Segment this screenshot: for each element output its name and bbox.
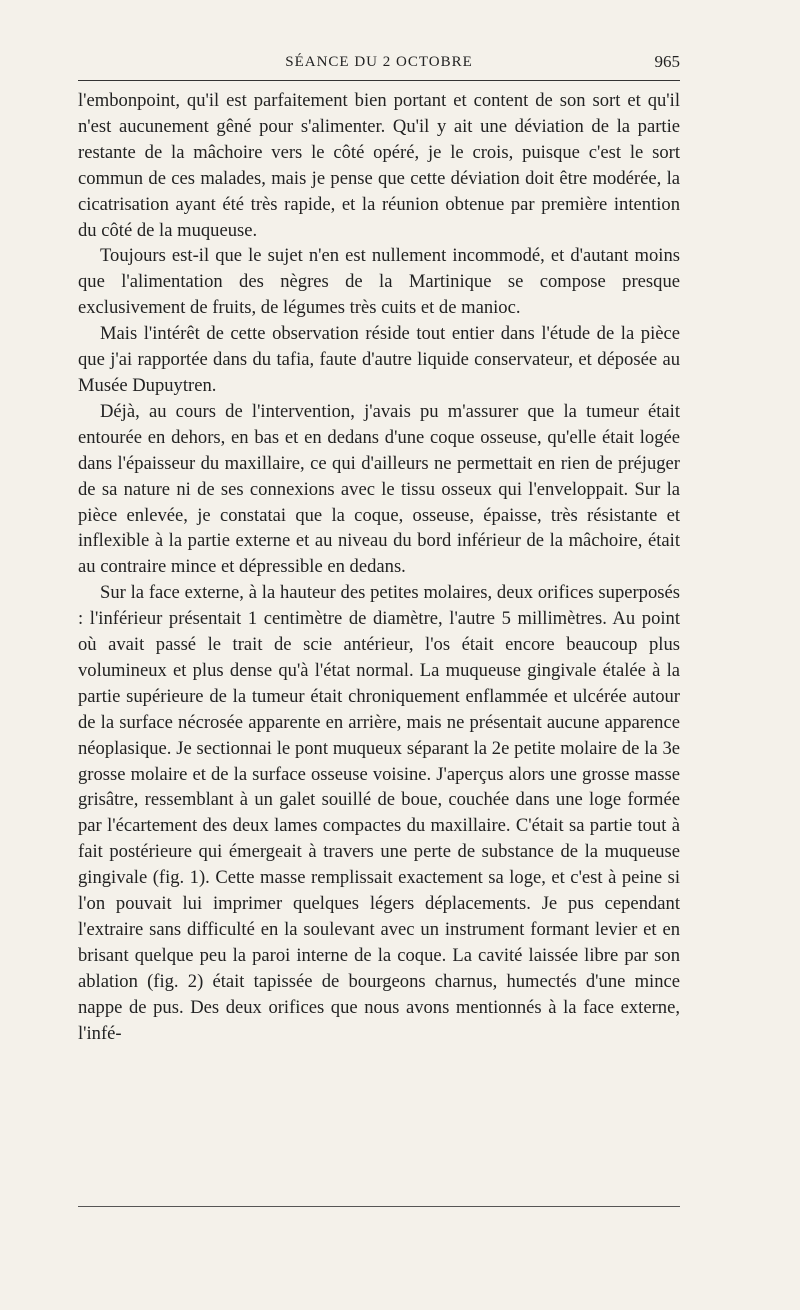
header-rule xyxy=(78,80,680,81)
paragraph-4: Déjà, au cours de l'intervention, j'avais pu m'assurer que la tumeur était entourée en dehors, en bas et en dedans d'une coque osseuse, qu'elle était logée dans l'épaisseur du maxillaire, ce qui d'ailleurs ne permettait en rien de préjuger de sa nature ni de ses connexions avec le tissu osseux qui l'enveloppait. Sur la pièce enlevée, je constatai que la coque, osseuse, épaisse, très résistante et inflexible à la partie externe et au niveau du bord inférieur de la mâchoire, était au contraire mince et dépressible en dedans. xyxy=(78,400,680,578)
paragraph-1: l'embonpoint, qu'il est parfaitement bien portant et content de son sort et qu'il n'est aucunement gêné pour s'alimenter. Qu'il y ait une déviation de la partie restante de la mâchoire vers le côté opéré, je le crois, puisque c'est le sort commun de ces malades, mais je pense que cette déviation doit être modérée, la cicatrisation ayant été très rapide, et la réunion obtenue par première intention du côté de la muqueuse. xyxy=(78,90,680,241)
running-title: SÉANCE DU 2 OCTOBRE xyxy=(285,54,473,70)
paragraph-2: Toujours est-il que le sujet n'en est nullement incommodé, et d'autant moins que l'alimentation des nègres de la Martinique se compose presque exclusivement de fruits, de légumes très cuits et de manioc. xyxy=(78,245,680,319)
running-head xyxy=(78,50,680,76)
page-number: 965 xyxy=(654,52,680,71)
paragraph-5: Sur la face externe, à la hauteur des petites molaires, deux orifices superposés : l'inférieur présentait 1 centimètre de diamètre, l'autre 5 millimètres. Au point où avait passé le trait de scie antérieur, l'os était encore beaucoup plus volumineux et plus dense qu'à l'état normal. La muqueuse gingivale étalée à la partie supérieure de la tumeur était chroniquement enflammée et ulcérée autour de la surface nécrosée apparente en arrière, mais ne présentait aucune apparence néoplasique. Je sectionnai le pont muqueux séparant la 2e petite molaire de la 3e grosse molaire et de la surface osseuse voisine. J'aperçus alors une grosse masse grisâtre, ressemblant à un galet souillé de boue, couchée dans une loge formée par l'écartement des deux lames compactes du maxillaire. C'était sa partie tout à fait postérieure qui émergeait à travers une perte de substance de la muqueuse gingivale (fig. 1). Cette masse remplissait exactement sa loge, et c'est à peine si l'on pouvait lui imprimer quelques légers déplacements. Je pus cependant l'extraire sans difficulté en la soulevant avec un instrument formant levier et en brisant quelque peu la paroi interne de la coque. La cavité laissée libre par son ablation (fig. 2) était tapissée de bourgeons charnus, humectés d'une mince nappe de pus. Des deux orifices que nous avons mentionnés à la face externe, l'infé- xyxy=(78,582,680,1044)
body-text xyxy=(78,88,680,1047)
footer-rule xyxy=(78,1206,680,1207)
paragraph-3: Mais l'intérêt de cette observation réside tout entier dans l'étude de la pièce que j'ai rapportée dans du tafia, faute d'autre liquide conservateur, et déposée au Musée Dupuytren. xyxy=(78,323,680,396)
